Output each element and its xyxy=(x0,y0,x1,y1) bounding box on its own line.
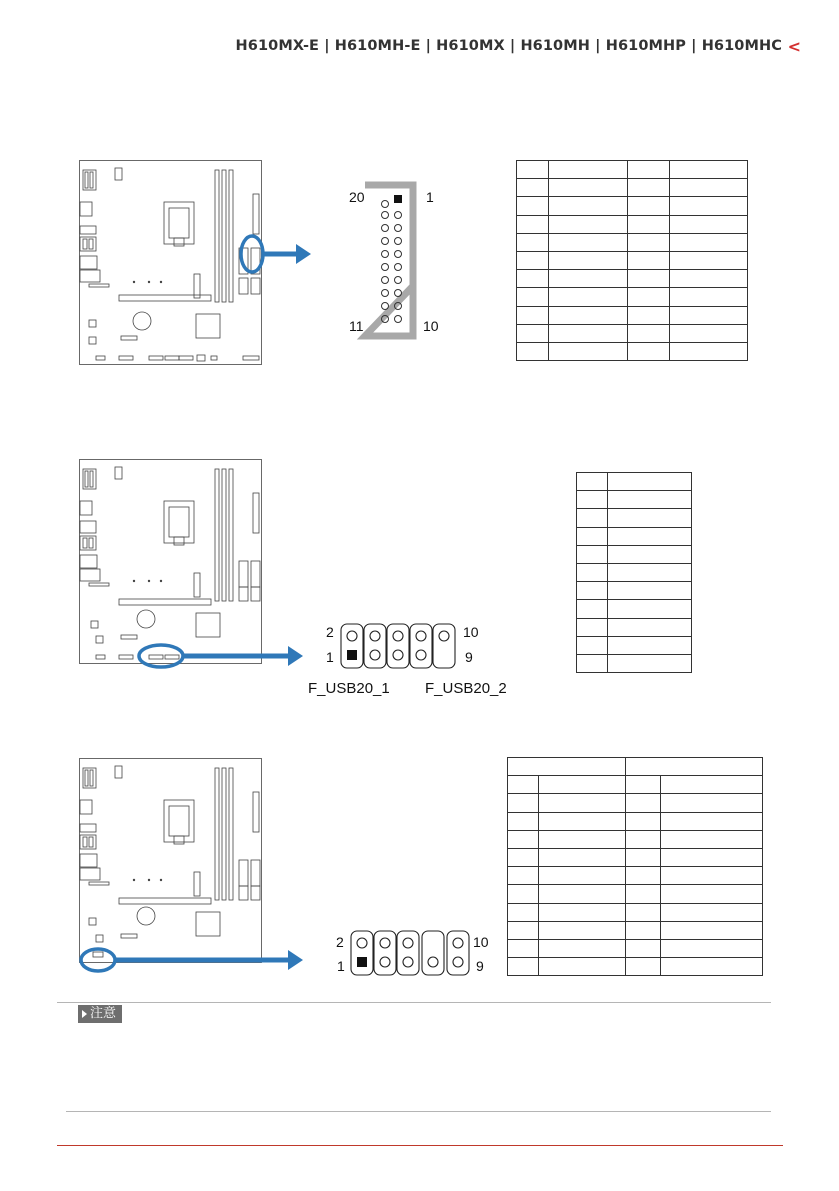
table-cell xyxy=(508,867,539,885)
table-cell xyxy=(626,903,661,921)
table-row xyxy=(508,867,763,885)
table-cell xyxy=(626,812,661,830)
table-cell xyxy=(661,885,763,903)
pin-label-10: 10 xyxy=(473,934,489,950)
table-row xyxy=(508,848,763,866)
table-cell xyxy=(508,794,539,812)
table-cell xyxy=(539,867,626,885)
header-arrow-icon: < xyxy=(787,37,801,56)
table-cell xyxy=(539,794,626,812)
pin-table-3 xyxy=(507,757,763,976)
pin-header-3-diagram xyxy=(350,930,472,978)
table-cell xyxy=(661,921,763,939)
table-cell xyxy=(508,776,539,794)
table-row xyxy=(508,903,763,921)
table-cell xyxy=(626,848,661,866)
table-cell xyxy=(508,958,539,976)
table-cell xyxy=(661,848,763,866)
table-cell xyxy=(508,758,626,776)
table-cell xyxy=(661,830,763,848)
pin-label-10: 10 xyxy=(463,624,479,640)
table-cell xyxy=(539,921,626,939)
table-cell xyxy=(539,812,626,830)
table-cell xyxy=(539,776,626,794)
pin-label-20: 20 xyxy=(349,189,365,205)
footer-rule xyxy=(57,1145,783,1146)
pin-label-2: 2 xyxy=(336,934,344,950)
table-cell xyxy=(626,921,661,939)
note-bottom-divider xyxy=(66,1111,771,1112)
pin-label-2: 2 xyxy=(326,624,334,640)
table-row xyxy=(508,921,763,939)
table-row xyxy=(508,758,763,776)
table-row xyxy=(508,794,763,812)
table-cell xyxy=(626,885,661,903)
table-cell xyxy=(508,812,539,830)
table-cell xyxy=(626,776,661,794)
table-cell xyxy=(661,939,763,957)
table-cell xyxy=(539,848,626,866)
pin-label-1: 1 xyxy=(426,189,434,205)
table-cell xyxy=(539,830,626,848)
note-top-divider xyxy=(57,1002,771,1003)
table-cell xyxy=(661,812,763,830)
table-cell xyxy=(626,830,661,848)
table-cell xyxy=(508,848,539,866)
table-row xyxy=(508,776,763,794)
table-cell xyxy=(661,958,763,976)
table-cell xyxy=(661,776,763,794)
table-cell xyxy=(539,939,626,957)
f-usb20-2-label: F_USB20_2 xyxy=(425,680,507,697)
table-row xyxy=(508,812,763,830)
f-usb20-1-label: F_USB20_1 xyxy=(308,680,390,697)
table-row xyxy=(508,939,763,957)
table-cell xyxy=(508,885,539,903)
note-arrow-icon xyxy=(82,1010,87,1018)
pin-label-1: 1 xyxy=(326,649,334,665)
table-cell xyxy=(626,867,661,885)
page-header-title: H610MX-E | H610MH-E | H610MX | H610MH | H610MHP | H610MHC xyxy=(235,38,782,54)
table-cell xyxy=(539,903,626,921)
pin-label-9: 9 xyxy=(476,958,484,974)
table-row xyxy=(508,830,763,848)
note-badge xyxy=(78,1005,122,1023)
table-cell xyxy=(661,794,763,812)
table-cell xyxy=(661,867,763,885)
table-cell xyxy=(508,939,539,957)
table-cell xyxy=(508,903,539,921)
table-cell xyxy=(539,958,626,976)
table-cell xyxy=(539,885,626,903)
table-cell xyxy=(626,758,763,776)
note-label: 注意 xyxy=(90,1006,117,1021)
table-cell xyxy=(626,939,661,957)
table-cell xyxy=(626,958,661,976)
table-cell xyxy=(661,903,763,921)
table-cell xyxy=(626,794,661,812)
pin-label-9: 9 xyxy=(465,649,473,665)
table-row xyxy=(508,958,763,976)
table-row xyxy=(508,885,763,903)
pin-label-11: 11 xyxy=(349,318,364,334)
pin-label-1: 1 xyxy=(337,958,345,974)
pin-label-10: 10 xyxy=(423,318,439,334)
table-cell xyxy=(508,921,539,939)
table-cell xyxy=(508,830,539,848)
